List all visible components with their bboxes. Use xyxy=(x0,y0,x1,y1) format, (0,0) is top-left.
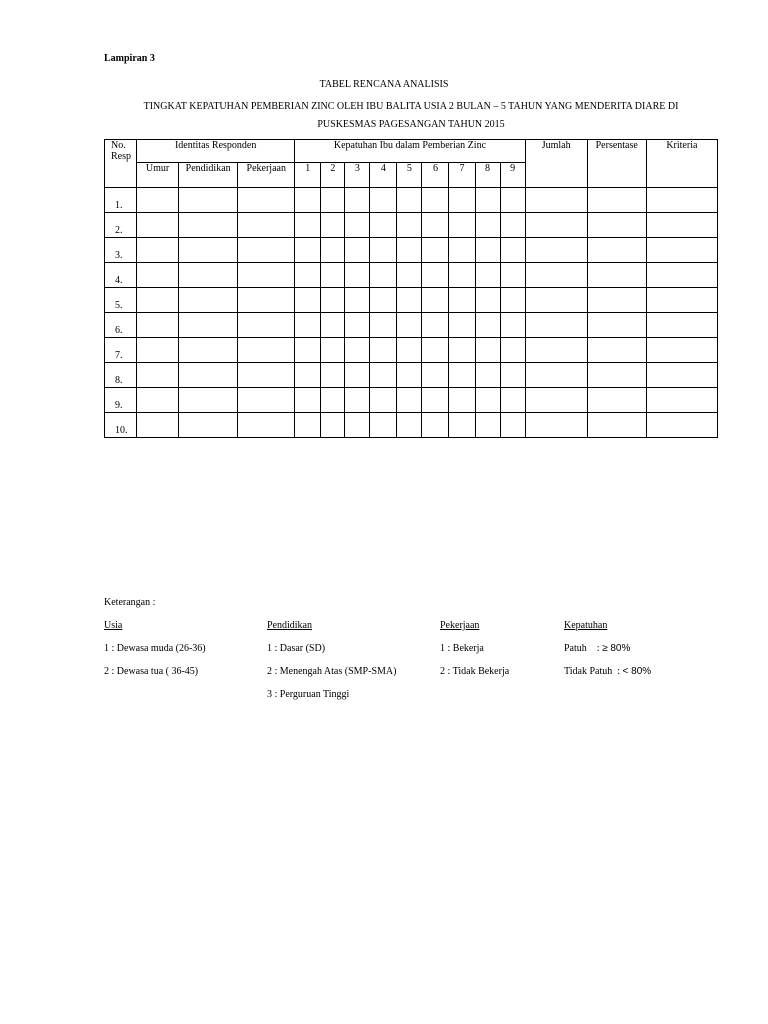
table-cell xyxy=(475,288,500,313)
table-cell xyxy=(475,388,500,413)
table-body xyxy=(105,188,718,438)
table-cell xyxy=(137,263,179,288)
legend-pekerjaan-item-1: 1 : Bekerja xyxy=(440,643,484,654)
table-cell xyxy=(646,213,717,238)
table-cell xyxy=(345,388,370,413)
table-cell xyxy=(525,313,587,338)
table-cell xyxy=(295,388,321,413)
table-cell xyxy=(397,313,422,338)
table-cell xyxy=(137,313,179,338)
table-cell xyxy=(295,263,321,288)
table-row xyxy=(105,288,718,313)
header-no: No. xyxy=(111,140,126,151)
table-cell xyxy=(238,263,295,288)
table-cell xyxy=(321,213,345,238)
legend-pendidikan xyxy=(267,620,396,700)
table-cell xyxy=(646,263,717,288)
table-cell xyxy=(449,313,475,338)
table-cell xyxy=(422,338,449,363)
table-cell xyxy=(321,313,345,338)
row-number: 7. xyxy=(105,338,137,363)
row-number: 5. xyxy=(105,288,137,313)
table-cell xyxy=(370,238,397,263)
table-cell xyxy=(449,363,475,388)
table-cell xyxy=(238,238,295,263)
table-cell xyxy=(422,213,449,238)
table-cell xyxy=(525,388,587,413)
header-item-1: 1 xyxy=(295,163,321,188)
legend-tidak-patuh-value: < 80% xyxy=(622,666,652,677)
table-cell xyxy=(345,338,370,363)
legend-patuh xyxy=(564,643,651,654)
table-cell xyxy=(449,413,475,438)
table-cell xyxy=(422,388,449,413)
table-cell xyxy=(179,213,238,238)
table-cell xyxy=(179,313,238,338)
table-cell xyxy=(397,413,422,438)
table-cell xyxy=(137,413,179,438)
table-cell xyxy=(370,213,397,238)
table-cell xyxy=(475,413,500,438)
table-cell xyxy=(321,338,345,363)
table-cell xyxy=(238,188,295,213)
table-cell xyxy=(422,263,449,288)
table-cell xyxy=(500,188,525,213)
header-pendidikan: Pendidikan xyxy=(179,163,238,188)
legend-pekerjaan xyxy=(440,620,509,677)
table-row xyxy=(105,263,718,288)
table-cell xyxy=(646,388,717,413)
table-cell xyxy=(587,188,646,213)
legend-pekerjaan-heading: Pekerjaan xyxy=(440,620,480,631)
table-cell xyxy=(345,213,370,238)
table-cell xyxy=(587,313,646,338)
table-cell xyxy=(137,363,179,388)
table-row xyxy=(105,413,718,438)
header-item-2: 2 xyxy=(321,163,345,188)
header-item-5: 5 xyxy=(397,163,422,188)
table-cell xyxy=(525,413,587,438)
table-cell xyxy=(525,338,587,363)
table-cell xyxy=(295,363,321,388)
table-cell xyxy=(500,413,525,438)
table-cell xyxy=(449,388,475,413)
legend-usia xyxy=(104,620,206,677)
table-cell xyxy=(137,213,179,238)
table-row xyxy=(105,213,718,238)
table-cell xyxy=(370,288,397,313)
header-kepatuhan: Kepatuhan Ibu dalam Pemberian Zinc xyxy=(295,140,525,163)
table-cell xyxy=(370,413,397,438)
table-cell xyxy=(475,363,500,388)
table-row xyxy=(105,363,718,388)
row-number: 8. xyxy=(105,363,137,388)
table-cell xyxy=(587,363,646,388)
document-subtitle xyxy=(104,98,718,134)
table-cell xyxy=(500,213,525,238)
header-item-9: 9 xyxy=(500,163,525,188)
table-cell xyxy=(321,188,345,213)
header-identitas-responden: Identitas Responden xyxy=(137,140,295,163)
table-cell xyxy=(422,188,449,213)
table-cell xyxy=(500,288,525,313)
table-cell xyxy=(646,338,717,363)
table-cell xyxy=(449,238,475,263)
table-row xyxy=(105,188,718,213)
table-cell xyxy=(500,388,525,413)
table-cell xyxy=(475,313,500,338)
table-cell xyxy=(179,288,238,313)
header-item-8: 8 xyxy=(475,163,500,188)
table-cell xyxy=(295,213,321,238)
table-cell xyxy=(321,413,345,438)
table-cell xyxy=(137,238,179,263)
table-cell xyxy=(137,288,179,313)
header-item-3: 3 xyxy=(345,163,370,188)
table-cell xyxy=(449,288,475,313)
table-cell xyxy=(295,188,321,213)
table-cell xyxy=(238,213,295,238)
table-cell xyxy=(646,288,717,313)
table-cell xyxy=(587,388,646,413)
table-cell xyxy=(137,338,179,363)
table-cell xyxy=(587,413,646,438)
table-cell xyxy=(179,363,238,388)
header-no-resp xyxy=(105,140,137,188)
table-cell xyxy=(370,313,397,338)
table-cell xyxy=(238,363,295,388)
document-title: TABEL RENCANA ANALISIS xyxy=(319,79,449,90)
table-cell xyxy=(422,413,449,438)
table-cell xyxy=(525,363,587,388)
legend-kepatuhan-heading: Kepatuhan xyxy=(564,620,608,631)
table-row xyxy=(105,313,718,338)
table-cell xyxy=(525,238,587,263)
table-cell xyxy=(345,238,370,263)
legend-pekerjaan-item-2: 2 : Tidak Bekerja xyxy=(440,666,510,677)
table-cell xyxy=(295,313,321,338)
subtitle-line-2: PUSKESMAS PAGESANGAN TAHUN 2015 xyxy=(317,119,505,130)
legend-usia-heading: Usia xyxy=(104,620,123,631)
table-cell xyxy=(321,388,345,413)
legend-tidak-patuh xyxy=(564,666,651,677)
table-cell xyxy=(525,288,587,313)
table-cell xyxy=(475,188,500,213)
table-cell xyxy=(321,363,345,388)
table-cell xyxy=(646,313,717,338)
table-cell xyxy=(587,213,646,238)
table-cell xyxy=(475,238,500,263)
table-cell xyxy=(525,263,587,288)
table-row xyxy=(105,238,718,263)
table-cell xyxy=(397,338,422,363)
legend-kepatuhan xyxy=(564,620,651,677)
table-cell xyxy=(137,388,179,413)
table-cell xyxy=(525,213,587,238)
table-cell xyxy=(179,188,238,213)
table-cell xyxy=(238,388,295,413)
table-header-row-1 xyxy=(105,140,718,163)
table-cell xyxy=(345,263,370,288)
header-kriteria: Kriteria xyxy=(646,140,717,188)
table-cell xyxy=(295,413,321,438)
table-cell xyxy=(475,213,500,238)
header-item-6: 6 xyxy=(422,163,449,188)
table-cell xyxy=(321,288,345,313)
table-cell xyxy=(646,413,717,438)
appendix-label: Lampiran 3 xyxy=(104,53,155,64)
table-cell xyxy=(500,338,525,363)
legend-usia-item-2: 2 : Dewasa tua ( 36-45) xyxy=(104,666,199,677)
table-cell xyxy=(295,288,321,313)
table-cell xyxy=(179,338,238,363)
table-cell xyxy=(500,238,525,263)
table-cell xyxy=(397,388,422,413)
legend-usia-item-1: 1 : Dewasa muda (26-36) xyxy=(104,643,206,654)
header-pekerjaan: Pekerjaan xyxy=(238,163,295,188)
legend-tidak-patuh-label: Tidak Patuh : xyxy=(564,666,621,677)
table-cell xyxy=(370,263,397,288)
table-cell xyxy=(422,363,449,388)
row-number: 1. xyxy=(105,188,137,213)
table-row xyxy=(105,338,718,363)
subtitle-line-1: TINGKAT KEPATUHAN PEMBERIAN ZINC OLEH IBU BALITA USIA 2 BULAN – 5 TAHUN YANG MENDERITA DIARE DI xyxy=(143,101,679,112)
row-number: 10. xyxy=(105,413,137,438)
header-resp: Resp xyxy=(111,151,131,162)
table-cell xyxy=(397,188,422,213)
table-cell xyxy=(321,263,345,288)
legend-pendidikan-item-3: 3 : Perguruan Tinggi xyxy=(267,689,350,700)
table-cell xyxy=(345,288,370,313)
table-cell xyxy=(238,338,295,363)
row-number: 4. xyxy=(105,263,137,288)
row-number: 3. xyxy=(105,238,137,263)
table-cell xyxy=(238,288,295,313)
header-umur: Umur xyxy=(137,163,179,188)
table-cell xyxy=(179,263,238,288)
table-cell xyxy=(370,188,397,213)
row-number: 2. xyxy=(105,213,137,238)
table-cell xyxy=(422,238,449,263)
table-cell xyxy=(345,363,370,388)
header-item-7: 7 xyxy=(449,163,475,188)
table-cell xyxy=(587,238,646,263)
table-cell xyxy=(345,313,370,338)
table-cell xyxy=(397,213,422,238)
table-cell xyxy=(587,263,646,288)
table-cell xyxy=(238,413,295,438)
table-cell xyxy=(587,338,646,363)
table-cell xyxy=(422,288,449,313)
table-cell xyxy=(397,288,422,313)
table-cell xyxy=(500,263,525,288)
table-cell xyxy=(646,188,717,213)
legend-pendidikan-item-1: 1 : Dasar (SD) xyxy=(267,643,326,654)
table-cell xyxy=(449,338,475,363)
table-cell xyxy=(295,338,321,363)
table-cell xyxy=(500,313,525,338)
table-row xyxy=(105,388,718,413)
table-cell xyxy=(475,338,500,363)
table-cell xyxy=(321,238,345,263)
table-cell xyxy=(238,313,295,338)
table-cell xyxy=(345,413,370,438)
header-persentase: Persentase xyxy=(587,140,646,188)
legend-title: Keterangan : xyxy=(104,597,156,608)
header-item-4: 4 xyxy=(370,163,397,188)
table-cell xyxy=(370,363,397,388)
table-cell xyxy=(397,238,422,263)
legend-patuh-value: ≥ 80% xyxy=(602,643,631,654)
analysis-table xyxy=(104,139,718,438)
table-cell xyxy=(295,238,321,263)
table-cell xyxy=(500,363,525,388)
legend-pendidikan-heading: Pendidikan xyxy=(267,620,312,631)
table-cell xyxy=(449,188,475,213)
table-cell xyxy=(587,288,646,313)
table-cell xyxy=(646,363,717,388)
table-cell xyxy=(370,388,397,413)
row-number: 9. xyxy=(105,388,137,413)
table-cell xyxy=(449,263,475,288)
table-cell xyxy=(422,313,449,338)
legend-pendidikan-item-2: 2 : Menengah Atas (SMP-SMA) xyxy=(267,666,397,677)
table-cell xyxy=(179,238,238,263)
header-jumlah: Jumlah xyxy=(525,140,587,188)
table-cell xyxy=(449,213,475,238)
table-cell xyxy=(397,263,422,288)
row-number: 6. xyxy=(105,313,137,338)
table-cell xyxy=(646,238,717,263)
table-cell xyxy=(179,413,238,438)
table-cell xyxy=(475,263,500,288)
table-cell xyxy=(525,188,587,213)
table-cell xyxy=(137,188,179,213)
table-cell xyxy=(397,363,422,388)
table-cell xyxy=(179,388,238,413)
legend-patuh-label: Patuh : xyxy=(564,643,600,654)
table-cell xyxy=(370,338,397,363)
table-cell xyxy=(345,188,370,213)
